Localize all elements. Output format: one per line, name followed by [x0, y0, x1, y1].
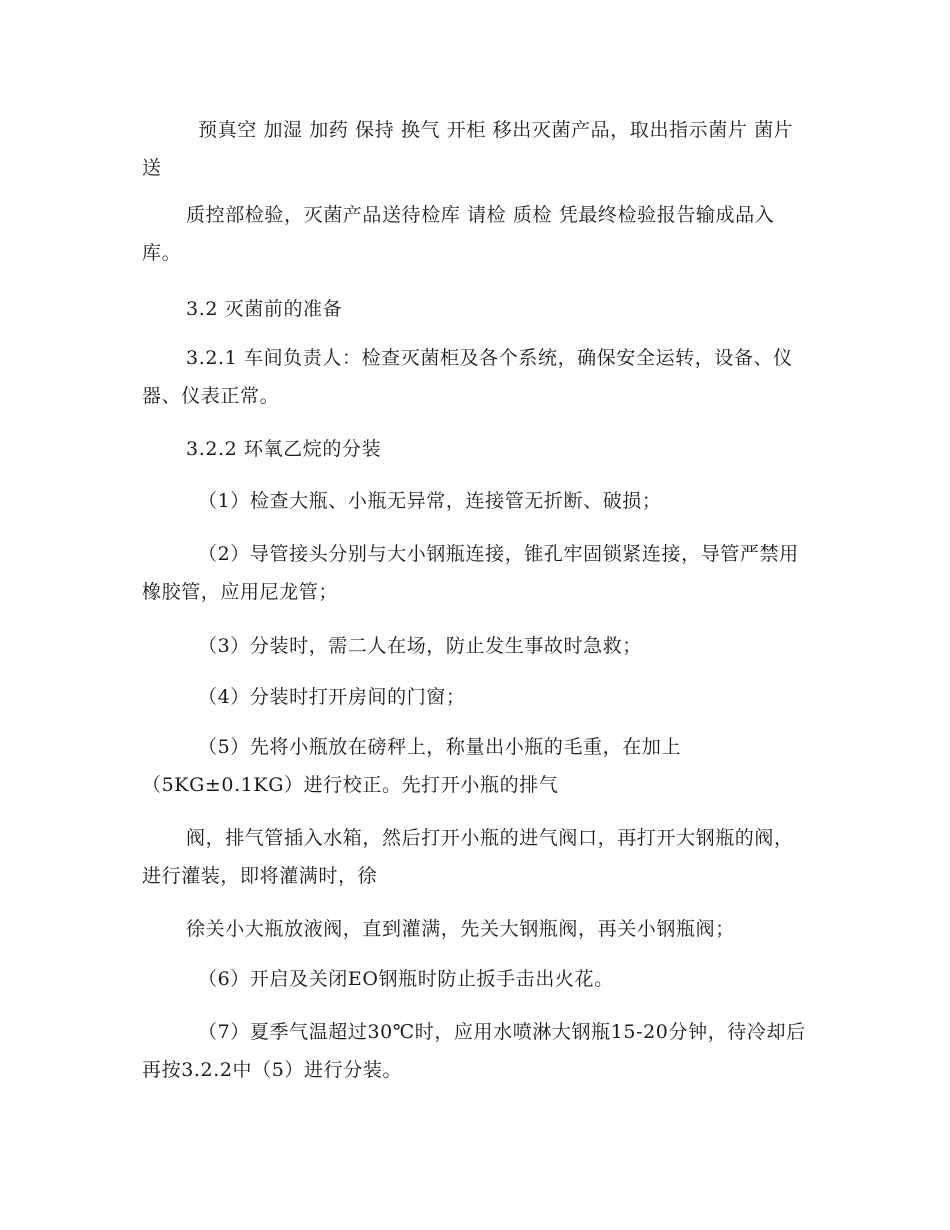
list-item-1: （1）检查大瓶、小瓶无异常，连接管无折断、破损； — [198, 490, 662, 512]
list-item-4: （4）分装时打开房间的门窗； — [198, 686, 466, 708]
list-item-5-close: 徐关小大瓶放液阀，直到灌满，先关大钢瓶阀，再关小钢瓶阀； — [186, 918, 735, 940]
list-item-5-valve: 阀，排气管插入水箱，然后打开小瓶的进气阀口，再打开大钢瓶的阀，进行灌装，即将灌满时，徐 — [142, 827, 794, 887]
list-item-5: （5）先将小瓶放在磅秤上，称量出小瓶的毛重，在加上 — [198, 736, 682, 758]
list-item-5-continued: （5KG±0.1KG）进行校正。先打开小瓶的排气 — [142, 774, 559, 796]
paragraph-quality-inspection: 质控部检验，灭菌产品送待检库 请检 质检 凭最终检验报告输成品入库。 — [142, 204, 775, 264]
list-item-2: （2）导管接头分别与大小钢瓶连接，锥孔牢固锁紧连接，导管严禁用橡胶管，应用尼龙管； — [142, 543, 799, 603]
paragraph-sterilization-steps: 预真空 加湿 加药 保持 换气 开柜 移出灭菌产品，取出指示菌片 菌片送 — [142, 119, 794, 179]
list-item-7: （7）夏季气温超过30℃时，应用水喷淋大钢瓶15-20分钟，待冷却后再按3.2.2中（5）进行分装。 — [142, 1021, 806, 1081]
heading-3-2: 3.2 灭菌前的准备 — [186, 298, 343, 320]
heading-3-2-2: 3.2.2 环氧乙烷的分装 — [186, 438, 382, 460]
paragraph-3-2-1: 3.2.1 车间负责人：检查灭菌柜及各个系统，确保安全运转，设备、仪器、仪表正常。 — [142, 347, 793, 407]
list-item-3: （3）分装时，需二人在场，防止发生事故时急救； — [198, 635, 642, 657]
list-item-6: （6）开启及关闭EO钢瓶时防止扳手击出火花。 — [198, 968, 614, 990]
